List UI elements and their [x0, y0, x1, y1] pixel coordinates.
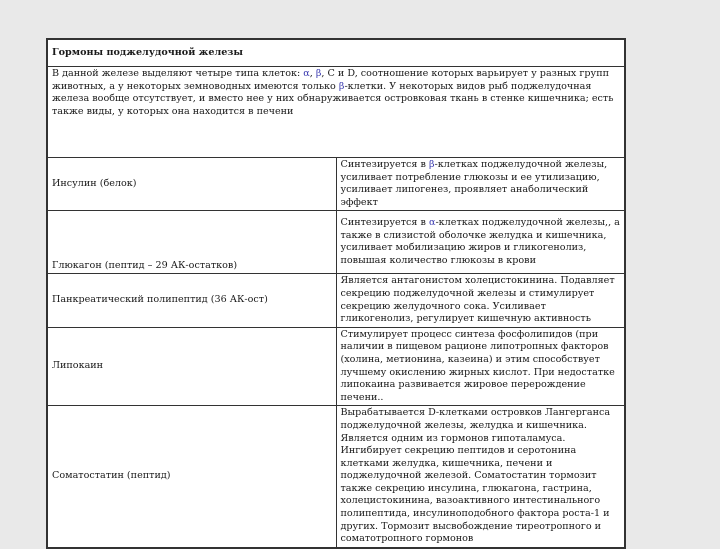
- intro-text: [48, 67, 625, 158]
- intro-beta-2: β: [338, 80, 345, 92]
- hormone-description: [336, 158, 625, 211]
- desc-pre: Синтезируется в: [340, 159, 429, 170]
- table-row: [48, 211, 625, 274]
- hormone-description: [336, 406, 625, 548]
- hormone-description: [336, 211, 625, 274]
- desc-post: -клетках поджелудочной железы,, а также в слизистой оболочке желудка и кишечника, усиливает мобилизацию жиров и гликогенолиз, повышая количество глюкозы в крови: [340, 217, 620, 266]
- desc-post: Вырабатывается D-клетками островков Лангерганса поджелудочной железы, желудка и кишечника. Является одним из гормонов гипоталамуса. Ингибирует секрецию пептидов и серотонина клетками желудка, кишечника, печени и поджелудочной железой. Соматостатин тормозит также секрецию инсулина, глюкагона, гастрина, холецистокинина, вазоактивного интестинального полипептида, инсулиноподобного фактора роста-1 и других. Тормозит высвобождение тиреотропного и соматотропного гормонов: [340, 407, 611, 545]
- hormone-name: Глюкагон (пептид – 29 АК-остатков): [48, 211, 337, 274]
- intro-beta: β: [315, 68, 322, 79]
- desc-post: -клетках поджелудочной железы, усиливает потребление глюкозы и ее утилизацию, усиливает липогенез, проявляет анаболический эффект: [340, 159, 608, 208]
- table-row: [48, 406, 625, 548]
- hormone-name: Соматостатин (пептид): [48, 406, 337, 548]
- hormone-name: Панкреатический полипептид (36 АК-ост): [48, 274, 337, 327]
- table-row: [48, 158, 625, 211]
- table-title: Гормоны поджелудочной железы: [48, 40, 625, 67]
- hormone-name: Липокаин: [48, 327, 337, 406]
- desc-post: Является антагонистом холецистокинина. Подавляет секрецию поджелудочной железы и стимулирует секрецию желудочного сока. Усиливает гликогенолиз, регулирует кишечную активность: [340, 275, 615, 325]
- intro-row: [48, 67, 625, 158]
- intro-part-1: В данной железе выделяют четыре типа клеток:: [52, 68, 304, 79]
- hormone-description: [336, 327, 625, 406]
- hormones-table: [47, 39, 625, 548]
- intro-alpha: α: [303, 68, 310, 79]
- hormone-name: Инсулин (белок): [48, 158, 337, 211]
- title-row: [48, 40, 625, 67]
- desc-post: Стимулирует процесс синтеза фосфолипидов (при наличии в пищевом рационе липотропных факторов (холина, метионина, казеина) и этим способствует лучшему окислению жирных кислот. При недостатке липокаина развивается жировое перерождение печени..: [340, 328, 615, 403]
- intro-sep: ,: [309, 68, 316, 79]
- table-row: [48, 274, 625, 327]
- desc-pre: Синтезируется в: [340, 217, 429, 229]
- intro-part-2: , C и D, соотношение которых варьирует у разных групп животных, а у некоторых земноводных имеются только: [52, 68, 609, 92]
- table-row: [48, 327, 625, 406]
- desc-greek: β: [428, 159, 435, 170]
- document-sheet: [46, 38, 626, 549]
- desc-greek: α: [428, 217, 436, 229]
- hormone-description: [336, 274, 625, 327]
- intro-part-3: -клетки. У некоторых видов рыб поджелудочная железа вообще отсутствует, и вместо нее у них обнаруживается островковая ткань в стенке кишечника; есть также виды, у которых она находится в печени: [52, 80, 614, 117]
